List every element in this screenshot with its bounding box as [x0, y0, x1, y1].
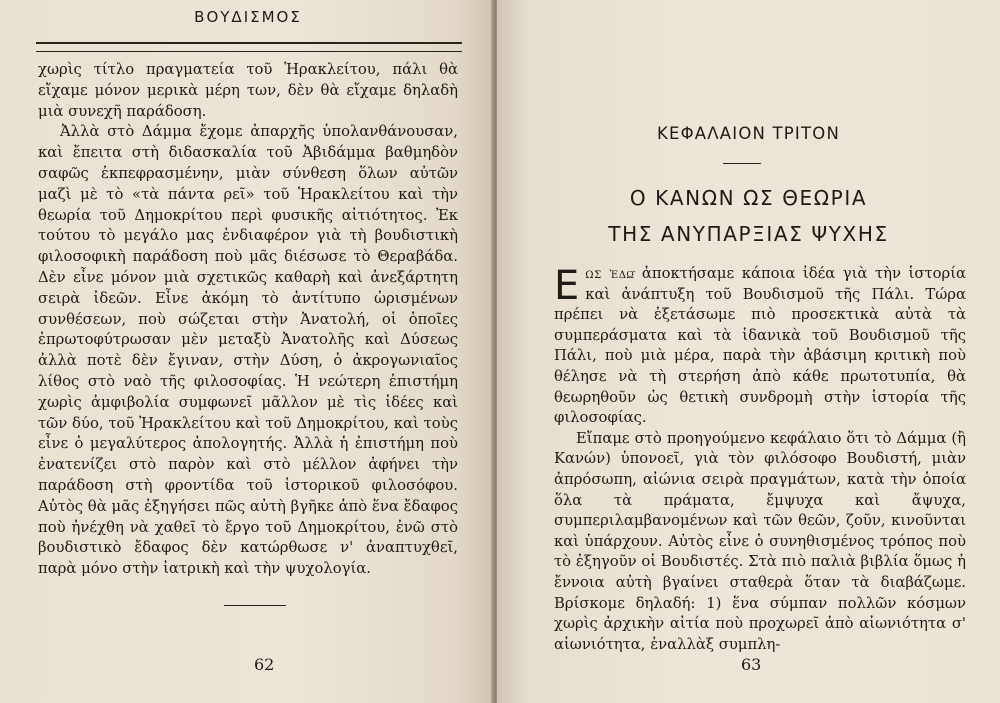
running-head: ΒΟΥΔΙΣΜΟΣ	[194, 8, 302, 26]
drop-cap: Ε	[554, 263, 580, 309]
left-paragraph-2: Ἀλλὰ στὸ Δάμμα ἔχομε ἀπαρχῆς ὑπολανθάνουσαν, καὶ ἔπειτα στὴ διδασκαλία τοῦ Ἀβιδάμμα βαθμηδὸν σαφῶς ἐκπεφρασμένην, μιὰν σύνθεση ὅλων αὐτῶν μαζὶ μὲ τὸ «τὰ πάντα ρεῖ» τοῦ Ἡρακλείτου καὶ τὴν θεωρία τοῦ Δημοκρίτου περὶ φυσικῆς αἰτιότητος. Ἐκ τούτου τὸ μεγάλο μας ἐνδιαφέρον γιὰ τὴ βουδιστικὴ φιλοσοφικὴ παράδοση ποὺ μᾶς διέσωσε τὸ Θεραβάδα. Δὲν εἶνε μόνον μιὰ σχετικῶς καθαρὴ καὶ ἀνεξάρτητη σειρὰ ἰδεῶν. Εἶνε ἀκόμη τὸ ἀντίτυπο ὡρισμένων συνθέσεων, ποὺ σώζεται στὴν Ἀνατολή, οἱ ὁποῖες ἐπρωτοφύτρωσαν μὲν μεταξὺ Ἀνατολῆς καὶ Δύσεως ἀλλὰ ποτὲ δὲν ἔγιναν, στὴν Δύση, ὁ ἀκρογωνιαῖος λίθος στὸ ναὸ τῆς φιλοσοφίας. Ἡ νεώτερη ἐπιστήμη χωρὶς ἀμφιβολία συμφωνεῖ μᾶλλον μὲ τὶς ἰδέες καὶ τῶν δύο, τοῦ Ἡρακλείτου καὶ τοῦ Δημοκρίτου, καὶ τοὺς εἶνε ὁ μεγαλύτερος ἀπολογητής. Ἀλλὰ ἡ ἐπιστήμη ποὺ ἐνατενίζει στὸ παρὸν καὶ στὸ μέλλον ἀφήνει τὴν παράδοση στὴ φροντίδα τοῦ ἱστορικοῦ φιλοσόφου. Αὐτὸς θὰ μᾶς ἐξηγήσει πῶς αὐτὴ βγῆκε ἀπὸ ἕνα ἔδαφος ποὺ ἠνέχθη νὰ χαθεῖ τὸ ἔργο τοῦ Δημοκρίτου, ἐνῶ στὸ βουδιστικὸ ἔδαφος δὲν κατώρθωσε ν' ἀναπτυχθεῖ, παρὰ μόνο στὴν ἰατρικὴ καὶ τὴν ψυχολογία.	[38, 123, 458, 578]
left-body-text	[38, 60, 458, 580]
right-paragraph-2: Εἴπαμε στὸ προηγούμενο κεφάλαιο ὅτι τὸ Δάμμα (ἢ Κανών) ὑπονοεῖ, γιὰ τὸν φιλόσοφο Βουδιστή, μιὰν ἀπρόσωπη, αἰώνια σειρὰ πραγμάτων, κατὰ τὴν ὁποία ὅλα τὰ πράματα, ἔμψυχα καὶ ἄψυχα, συμπεριλαμβανομένων καὶ τῶν θεῶν, ζοῦν, κινοῦνται καὶ ὑπάρχουν. Αὐτὸς εἶνε ὁ συνηθισμένος τρόπος ποὺ τὸ ἐξηγοῦν οἱ Βουδιστές. Στὰ πιὸ παλιὰ βιβλία ὅμως ἡ ἔννοια αὐτὴ βγαίνει σταθερὰ ὅταν τὰ διαβάζωμε. Βρίσκομε δηλαδή: 1) ἕνα σύμπαν πολλῶν κόσμων χωρὶς ἀρχικὴν αἰτία ποὺ προχωρεῖ ἀπὸ αἰωνιότητα σ' αἰωνιότητα, ἐναλλὰξ συμπλη-	[554, 429, 966, 653]
left-page	[0, 0, 493, 703]
chapter-title-line-1: Ο ΚΑΝΩΝ ΩΣ ΘΕΩΡΙΑ	[629, 186, 868, 210]
chapter-label: ΚΕΦΑΛΑΙΟΝ ΤΡΙΤΟΝ	[656, 124, 841, 143]
page-number-right: 63	[741, 655, 762, 674]
chapter-rule	[723, 163, 761, 164]
chapter-title	[497, 180, 1000, 252]
right-paragraph-1-text: ἀποκτήσαμε κάποια ἰδέα γιὰ τὴν ἱστορία καὶ ἀνάπτυξη τοῦ Βουδισμοῦ τῆς Πάλι. Τώρα πρέπει νὰ ἐξετάσωμε πιὸ προσεκτικὰ αὐτὰ τὰ συμπεράσματα καὶ τὰ ἰδανικὰ τοῦ Βουδισμοῦ τῆς Πάλι, ποὺ μιὰ μέρα, παρὰ τὴν ἀβάσιμη κριτικὴ ποὺ θέλησε νὰ τὴ στερήση ἀπὸ κάθε πρωτοτυπία, θὰ θεωρηθοῦν ὡς θετικὴ συνδρομὴ στὴν ἱστορία τῆς φιλοσοφίας.	[554, 265, 967, 427]
right-paragraph-1	[554, 264, 966, 429]
chapter-title-line-2: ΤΗΣ ΑΝΥΠΑΡΞΙΑΣ ΨΥΧΗΣ	[608, 222, 889, 246]
right-page	[497, 0, 1000, 703]
header-double-rule	[36, 42, 462, 52]
section-end-rule	[224, 605, 286, 606]
opening-smallcaps: ως ἐδῶ	[585, 265, 635, 282]
page-number-left: 62	[254, 655, 275, 674]
left-paragraph-1: χωρὶς τίτλο πραγματεία τοῦ Ἡρακλείτου, πάλι θὰ εἴχαμε μόνον μερικὰ μέρη των, δὲν θὰ εἴχαμε δηλαδὴ μιὰ συνεχῆ παράδοση.	[38, 61, 458, 120]
right-body-text	[554, 264, 966, 655]
